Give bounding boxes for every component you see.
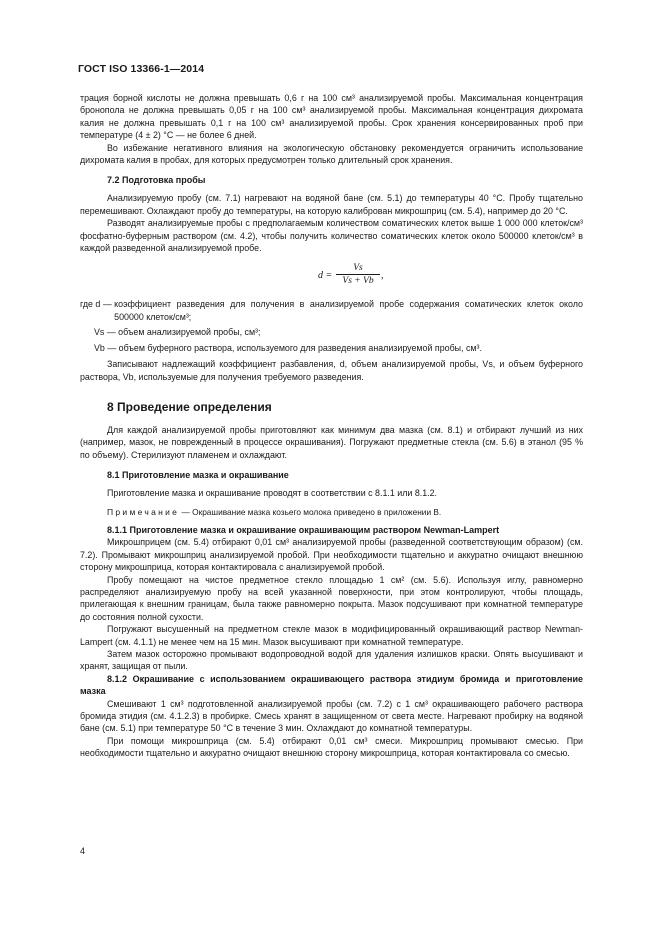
definition-d-text: коэффициент разведения для получения в анализируемой пробе содержания соматических клеток около 500000 клеток/см³;	[114, 299, 583, 322]
definition-vs: Vs — объем анализируемой пробы, см³;	[94, 327, 261, 338]
section-8-1-1-paragraph-1: Микрошприцем (см. 5.4) отбирают 0,01 см³ анализируемой пробы (разведенной соответствующим образом) (см. 7.2). Промывают микрошприц анализируемой пробой. При необходимости тщательно и аккуратно очищают внешнюю сторону микрошприца, которая контактировала с анализируемой пробой.	[80, 537, 583, 573]
dilution-formula	[80, 262, 583, 292]
page-number: 4	[80, 846, 86, 856]
intro-paragraph-1: трация борной кислоты не должна превышать 0,6 г на 100 см³ анализируемой пробы. Максимальная концентрация бронопола не должна превышать 0,05 г на 100 см³ анализируемой пробы. Максимальная концентрация дихромата калия не должна превышать 0,1 г на 100 см³ анализируемой пробы. Срок хранения консервированных проб при температуре (4 ± 2) °С — не более 6 дней.	[80, 93, 583, 141]
section-8-1-1-paragraph-3: Погружают высушенный на предметном стекле мазок в модифицированный окрашивающий раствор Newman-Lampert (см. 4.1.1) не менее чем на 15 мин. Мазок высушивают при комнатной температуре.	[80, 624, 583, 647]
note-label: Примечание	[107, 506, 180, 517]
formula-fraction	[336, 262, 380, 288]
formula-denominator: Vs + Vb	[342, 276, 374, 287]
section-7-2-paragraph-2: Разводят анализируемые пробы с предполагаемым количеством соматических клеток выше 1 000 000 клеток/см³ фосфатно-буферным раствором (см. 4.2), чтобы получить количество соматических клеток около 500000 клеток/см³ в каждой разведенной анализируемой пробе.	[80, 218, 583, 254]
section-8-1-1-paragraph-4: Затем мазок осторожно промывают водопроводной водой для удаления излишков краски. Опять высушивают и хранят, защищая от пыли.	[80, 649, 583, 672]
section-7-2-paragraph-1: Анализируемую пробу (см. 7.1) нагревают на водяной бане (см. 5.1) до температуры 40 °С. Пробу тщательно перемешивают. Охлаждают пробу до температуры, на которую калиброван микрошприц (см. 5.4), например до 20 °С.	[80, 193, 583, 216]
section-7-2-heading: 7.2 Подготовка пробы	[107, 175, 206, 186]
formula-definitions	[80, 298, 583, 354]
section-8-1-2-paragraph-2: При помощи микрошприца (см. 5.4) отбирают 0,01 см³ смеси. Микрошприц промывают смесью. При необходимости тщательно и аккуратно очищают внешнюю сторону микрошприца, которая контактировала со смесью.	[80, 735, 583, 759]
intro-paragraph-2: Во избежание негативного влияния на экологическую обстановку рекомендуется ограничить использование дихромата калия в пробах, для которых предусмотрен только длительный срок хранения.	[80, 142, 583, 166]
formula-numerator: Vs	[336, 262, 380, 275]
section-8-heading: 8 Проведение определения	[107, 399, 272, 414]
note-text: — Окрашивание мазка козьего молока приведено в приложении В.	[179, 506, 442, 517]
document-header: ГОСТ ISO 13366-1—2014	[78, 63, 205, 75]
section-8-1-1-paragraph-2: Пробу помещают на чистое предметное стекло площадью 1 см² (см. 5.6). Используя иглу, равномерно распределяют анализируемую пробу на всей указанной поверхности, при этом контролируют, чтобы площадь, прилегающая к внешним границам, была также равномерно покрыта. Мазок подсушивают при комнатной температуре до состояния полной сухости.	[80, 574, 583, 622]
section-8-1-2-heading: 8.1.2 Окрашивание с использованием окрашивающего раствора этидиум бромида и приготовление мазка	[80, 673, 583, 697]
formula-end: ,	[381, 270, 384, 282]
definition-d	[80, 298, 583, 323]
section-8-1-paragraph-1: Приготовление мазка и окрашивание проводят в соответствии с 8.1.1 или 8.1.2.	[107, 488, 438, 499]
definition-vb: Vb — объем буферного раствора, используемого для разведения анализируемой пробы, см³.	[94, 342, 482, 353]
section-8-1-heading: 8.1 Приготовление мазка и окрашивание	[107, 470, 289, 481]
note	[80, 506, 583, 518]
section-7-2-paragraph-3: Записывают надлежащий коэффициент разбавления, d, объем анализируемой пробы, Vs, и объем буферного раствора, Vb, используемые для получения требуемого разведения.	[80, 359, 583, 382]
section-8-1-2-paragraph-1: Смешивают 1 см³ подготовленной анализируемой пробы (см. 7.2) с 1 см³ окрашивающего рабочего раствора бромида этидия (см. 4.1.2.3) в пробирке. Смесь хранят в защищенном от света месте. Нагревают пробирку на водяной бане (см. 5.1) при температуре 50 °С в течение 3 мин. Охлаждают до комнатной температуры.	[80, 698, 583, 734]
page-content	[80, 92, 583, 760]
section-8-paragraph-1: Для каждой анализируемой пробы приготовляют как минимум два мазка (см. 8.1) и отбирают лучший из них (например, мазок, не поврежденный в процессе окрашивания). Погружают предметные стекла (см. 5.6) в этанол (95 % по объему). Стерилизуют пламенем и охлаждают.	[80, 424, 583, 460]
formula-lhs: d =	[318, 270, 333, 282]
section-8-1-1-heading: 8.1.1 Приготовление мазка и окрашивание окрашивающим раствором Newman-Lampert	[107, 524, 500, 535]
definition-d-term: где d —	[80, 299, 115, 310]
